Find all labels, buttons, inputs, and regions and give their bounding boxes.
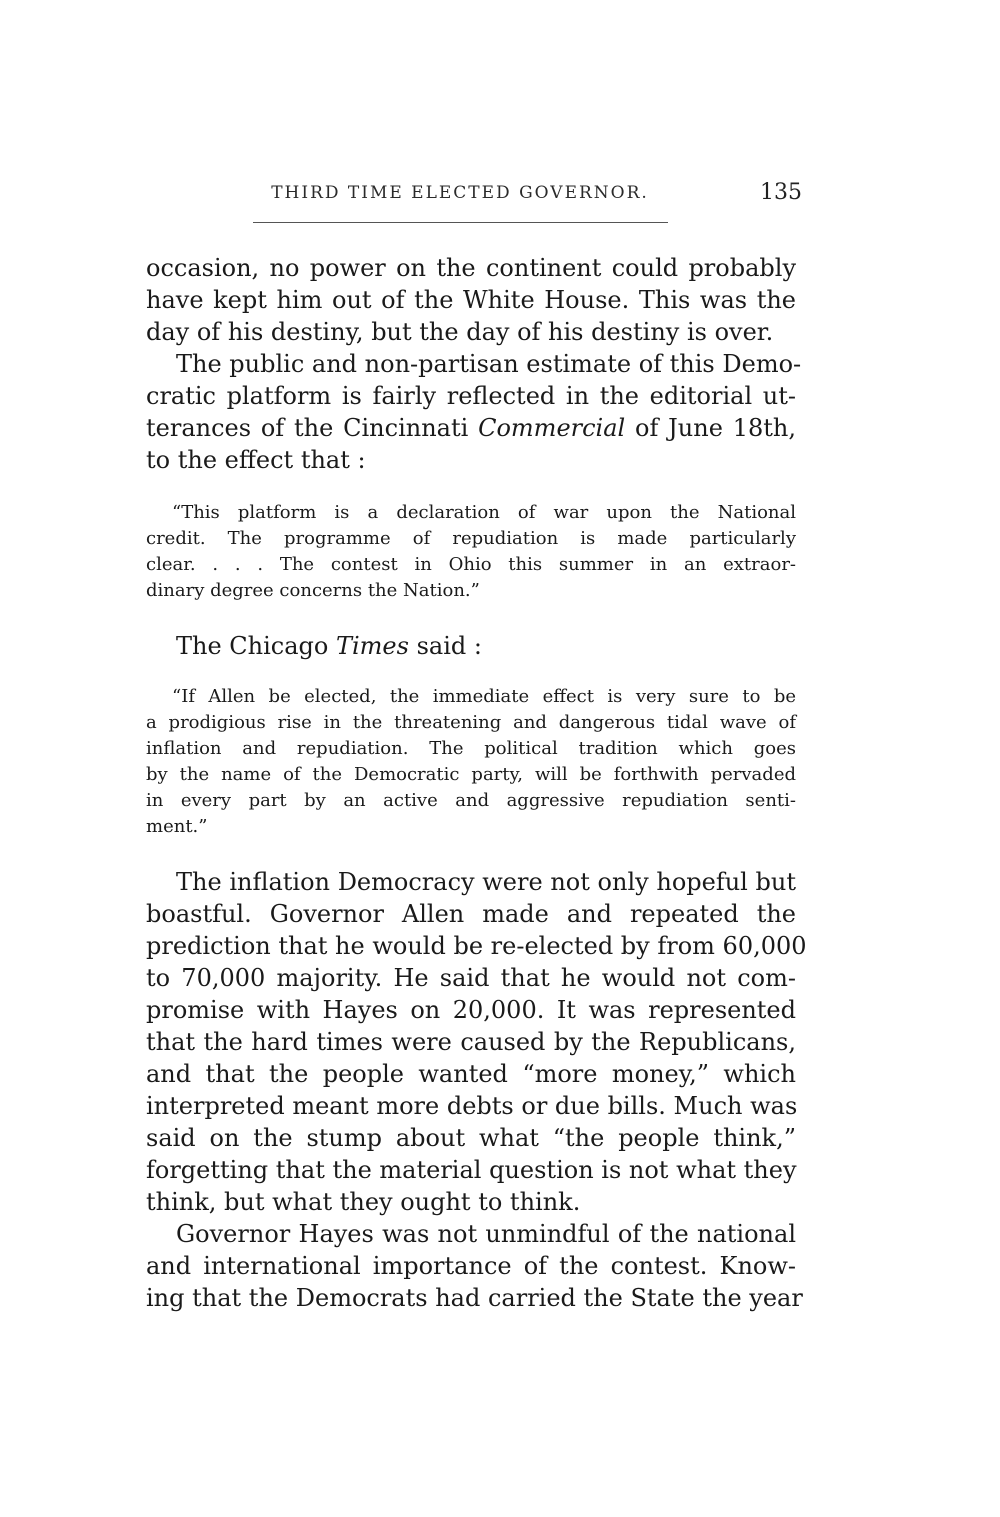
body-line [176,630,796,662]
body-line: think, but what they ought to think. [146,1188,581,1216]
body-line: said on the stump about what “the people think,” [146,1124,796,1152]
body-line: interpreted meant more debts or due bills. Much was [146,1092,798,1120]
body-text: The Chicago [176,632,336,660]
body-line: boastful. Governor Allen made and repeated the [146,900,796,928]
quote-line: a prodigious rise in the threatening and dangerous tidal wave of [146,712,796,733]
body-line [146,412,796,444]
running-header: THIRD TIME ELECTED GOVERNOR. [271,183,649,203]
periodical-title: Times [335,632,409,660]
quote-line: by the name of the Democratic party, will be forthwith pervaded [146,764,796,785]
body-line: cratic platform is fairly reflected in the editorial ut- [146,382,796,410]
body-line: to 70,000 majority. He said that he would not com- [146,964,796,992]
body-line: ing that the Democrats had carried the State the year [146,1284,803,1312]
body-line: have kept him out of the White House. This was the [146,286,796,314]
quote-line: “If Allen be elected, the immediate effect is very sure to be [172,686,796,707]
quote-line: dinary degree concerns the Nation.” [146,580,480,601]
body-line: that the hard times were caused by the Republicans, [146,1028,796,1056]
body-text: terances of the Cincinnati [146,414,479,442]
page-number: 135 [760,180,802,205]
header-rule [253,222,668,223]
body-line: Governor Hayes was not unmindful of the national [176,1220,796,1248]
body-line: prediction that he would be re-elected by from 60,000 [146,932,807,960]
quote-line: credit. The programme of repudiation is made particularly [146,528,796,549]
body-line: and that the people wanted “more money,” which [146,1060,796,1088]
quote-line: ment.” [146,816,208,837]
body-line: day of his destiny, but the day of his destiny is over. [146,318,774,346]
body-line: promise with Hayes on 20,000. It was represented [146,996,796,1024]
body-text: said : [408,632,482,660]
quote-line: “This platform is a declaration of war upon the National [172,502,796,523]
body-line: occasion, no power on the continent could probably [146,254,796,282]
quote-line: in every part by an active and aggressive repudiation senti- [146,790,796,811]
body-line: and international importance of the contest. Know- [146,1252,796,1280]
quote-line: clear. . . . The contest in Ohio this summer in an extraor- [146,554,796,575]
quote-line: inflation and repudiation. The political tradition which goes [146,738,796,759]
periodical-title: Commercial [478,414,626,442]
body-line: forgetting that the material question is not what they [146,1156,797,1184]
body-line: to the effect that : [146,446,366,474]
body-line: The inflation Democracy were not only hopeful but [176,868,796,896]
body-text: of June 18th, [625,414,797,442]
body-line: The public and non-partisan estimate of this Demo- [176,350,802,378]
